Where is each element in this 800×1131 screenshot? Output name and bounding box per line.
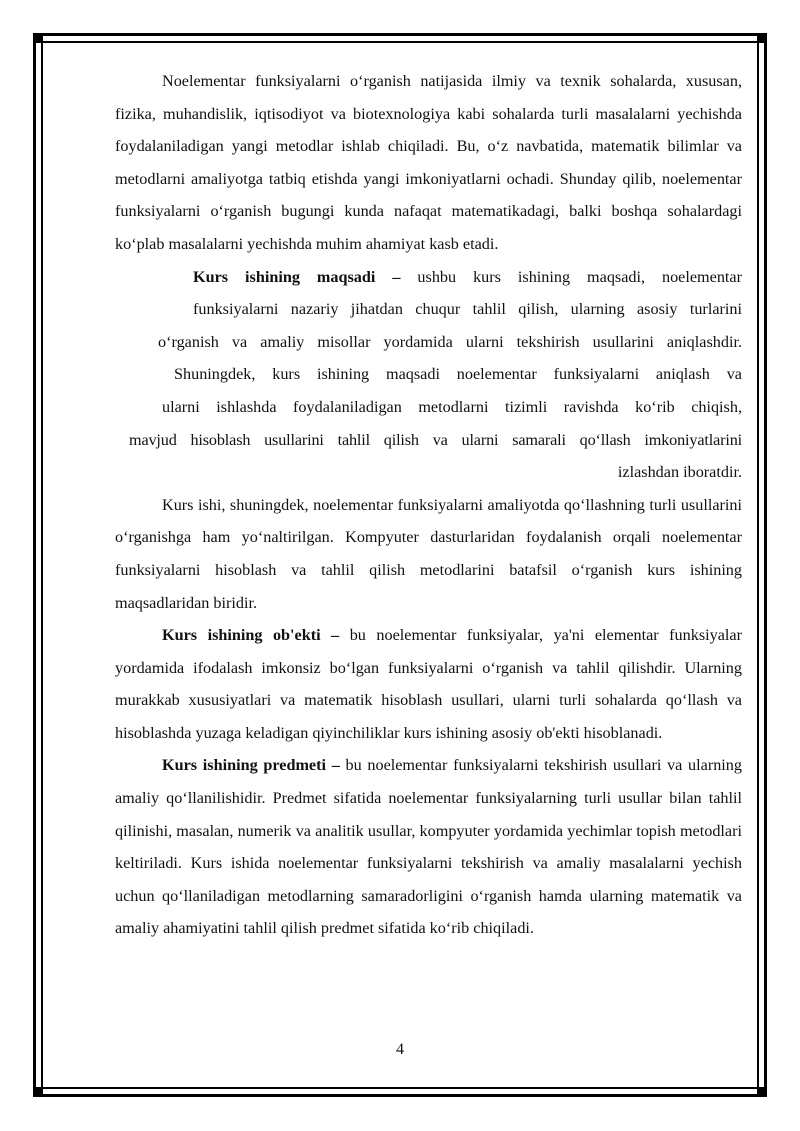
border-corner [757, 1087, 767, 1097]
object-heading: Kurs ishining ob'ekti – [162, 626, 340, 645]
goal-line: o‘rganish va amaliy misollar yordamida ularni tekshirish usullarini aniqlashdir. [158, 332, 742, 351]
goal-line: ularni ishlashda foydalaniladigan metodlarni tizimli ravishda ko‘rib chiqish, [162, 397, 742, 416]
goal-line: mavjud hisoblash usullarini tahlil qilish va ularni samarali qo‘llash imkoniyatlarini [129, 430, 742, 449]
subject-paragraph: Kurs ishining predmeti – bu noelementar funksiyalarni tekshirish usullari va ularning amaliy qo‘llanilishidir. Predmet sifatida noelementar funksiyalarning turli usullar bilan tahlil qilinishi, masalan, numerik va analitik usullar, kompyuter yordamida yechimlar topish metodlari keltiriladi. Kurs ishida noelementar funksiyalarni tekshirish va amaliy masalalarni yechish uchun qo‘llaniladigan metodlarning samaradorligini o‘rganish hamda ularning matematik va amaliy ahamiyatini tahlil qilish predmet sifatida ko‘rib chiqiladi. [115, 756, 742, 938]
goal-line: funksiyalarni nazariy jihatdan chuqur tahlil qilish, ularning asosiy turlarini [193, 300, 742, 319]
object-paragraph: Kurs ishining ob'ekti – bu noelementar funksiyalar, ya'ni elementar funksiyalar yordamida ifodalash imkonsiz bo‘lgan funksiyalarni o‘rganish va tahlil qilishdir. Ularning murakkab xususiyatlari va matematik hisoblash usullari, ularni turli sohalarda qo‘llash va hisoblashda yuzaga keladigan qiyinchiliklar kurs ishining asosiy ob'ekti hisoblanadi. [115, 626, 742, 742]
goal-line: Kurs ishining maqsadi – ushbu kurs ishining maqsadi, noelementar [193, 267, 742, 286]
border-corner [33, 1087, 43, 1097]
border-corner [757, 33, 767, 43]
subject-heading: Kurs ishining predmeti – [162, 756, 340, 775]
intro-paragraph: Noelementar funksiyalarni o‘rganish natijasida ilmiy va texnik sohalarda, xususan, fizika, muhandislik, iqtisodiyot va biotexnologiya kabi sohalarda turli masalalarni yechishda foydalaniladigan yangi metodlar ishlab chiqiladi. Bu, o‘z navbatida, matematik bilimlar va metodlarni amaliyotga tatbiq etishda yangi imkoniyatlarni ochadi. Shunday qilib, noelementar funksiyalarni o‘rganish bugungi kunda nafaqat matematikadagi, balki boshqa sohalardagi ko‘plab masalalarni yechishda muhim ahamiyat kasb etadi. [115, 72, 742, 253]
page-number: 4 [396, 1041, 404, 1058]
goal-line: Shuningdek, kurs ishining maqsadi noelementar funksiyalarni aniqlash va [174, 365, 742, 384]
page-content [115, 65, 742, 945]
border-corner [33, 33, 43, 43]
goal-heading: Kurs ishining maqsadi – [193, 267, 401, 286]
goal-more-paragraph: Kurs ishi, shuningdek, noelementar funksiyalarni amaliyotda qo‘llashning turli usullarini o‘rganishga ham yo‘naltirilgan. Kompyuter dasturlaridan foydalanish orqali noelementar funksiyalarni hisoblash va tahlil qilish metodlarini batafsil o‘rganish kurs ishining maqsadlaridan biridir. [115, 495, 742, 612]
goal-line: izlashdan iboratdir. [617, 463, 742, 482]
goal-section [125, 261, 742, 489]
